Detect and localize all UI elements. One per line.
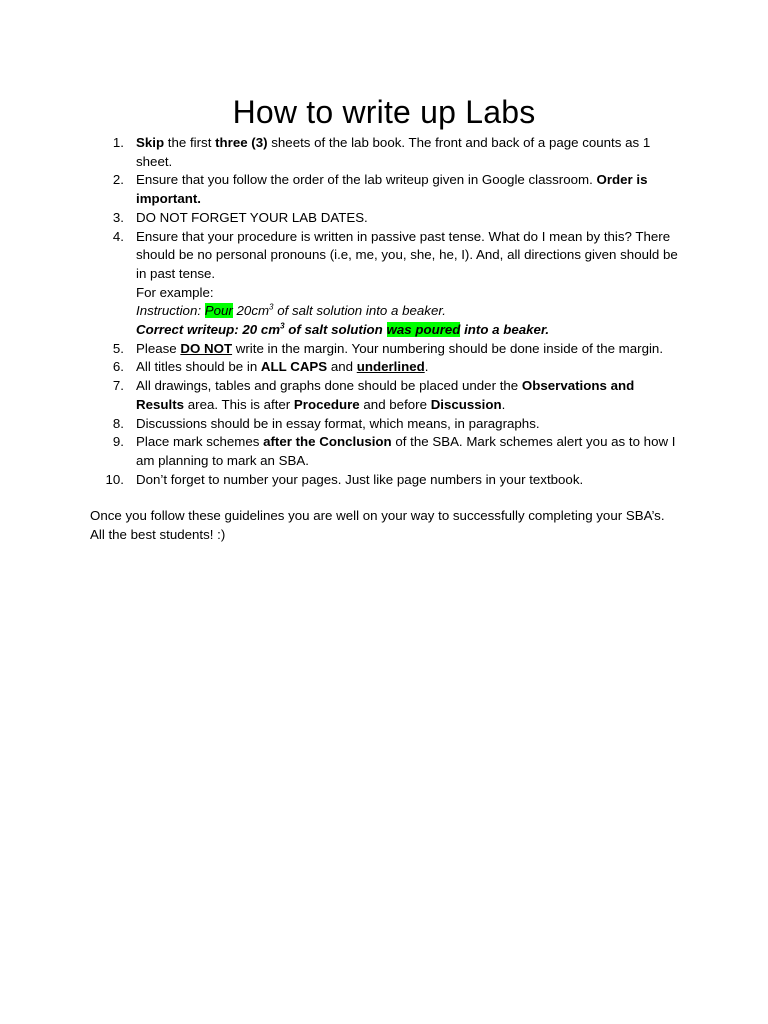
list-item: [90, 340, 678, 359]
page-title: How to write up Labs: [232, 94, 536, 130]
item-text-bold: ALL CAPS: [260, 359, 328, 375]
guideline-list: [90, 134, 678, 489]
item-number: 6.: [112, 359, 124, 375]
correct-writeup-example: [136, 321, 678, 340]
highlight-was-poured: was poured: [386, 322, 461, 338]
item-text: write in the margin. Your numbering should be done inside of the margin.: [232, 340, 664, 356]
correct-middle: of salt solution: [284, 322, 387, 338]
item-text-bold: Order is important.: [136, 172, 648, 207]
item-number: 7.: [112, 378, 124, 394]
list-item: [90, 171, 678, 208]
item-text: and before: [359, 396, 431, 412]
list-item: [90, 228, 678, 340]
item-text: the first: [164, 135, 216, 150]
instruction-example: [136, 302, 678, 321]
item-text: Ensure that your procedure is written in passive past tense. What do I mean by this? There should be no personal pronouns (i.e, me, you, she, he, I). And, all directions given should be in past tense.: [136, 228, 678, 281]
item-text: .: [501, 396, 506, 412]
item-text: All drawings, tables and graphs done should be placed under the: [136, 378, 522, 394]
item-text: Please: [136, 340, 181, 356]
item-text-bold: Skip: [136, 135, 165, 150]
item-number: 1.: [112, 135, 124, 150]
item-text-bold: Procedure: [293, 396, 360, 412]
item-text: All titles should be in: [136, 359, 261, 375]
item-number: 8.: [112, 415, 124, 431]
item-text: DO NOT FORGET YOUR LAB DATES.: [136, 209, 368, 225]
item-text-bold-underlined: DO NOT: [180, 340, 233, 356]
superscript: 3: [269, 302, 274, 312]
item-text: Ensure that you follow the order of the lab writeup given in Google classroom.: [136, 172, 597, 188]
item-text-bold: Discussion: [430, 396, 502, 412]
item-text-bold-underlined: underlined: [356, 359, 425, 375]
correct-prefix: Correct writeup: 20 cm: [136, 322, 281, 338]
example-label: For example:: [136, 284, 214, 300]
list-item: [90, 471, 678, 490]
item-number: 9.: [112, 434, 124, 450]
closing-line: Once you follow these guidelines you are well on your way to successfully completing your SBA’s.: [90, 508, 665, 524]
item-number: 5.: [112, 340, 124, 356]
list-item: [90, 358, 678, 377]
closing-paragraph: [90, 507, 678, 544]
instruction-prefix: Instruction:: [136, 303, 205, 319]
list-item: [90, 415, 678, 434]
instruction-amount: 20cm: [232, 303, 270, 319]
item-text: Don’t forget to number your pages. Just like page numbers in your textbook.: [136, 471, 584, 487]
item-text: Discussions should be in essay format, which means, in paragraphs.: [136, 415, 540, 431]
list-item: [90, 209, 678, 228]
highlight-pour: Pour: [204, 303, 233, 319]
item-text-bold: three (3): [215, 135, 268, 150]
item-number: 3.: [112, 209, 124, 225]
item-number: 4.: [112, 228, 124, 244]
correct-suffix: into a beaker.: [460, 322, 550, 338]
item-text: and: [327, 359, 357, 375]
closing-signoff: All the best students! :): [90, 527, 226, 543]
item-number: 10.: [105, 471, 124, 487]
item-text: sheets of the lab book. The front and back of a page counts as 1 sheet.: [136, 135, 651, 169]
list-item: [90, 433, 678, 470]
instruction-suffix: of salt solution into a beaker.: [273, 303, 446, 319]
item-text: .: [424, 359, 429, 375]
item-text: of the SBA. Mark schemes alert you as to how I am planning to mark an SBA.: [136, 434, 676, 468]
list-item: [90, 134, 678, 171]
item-number: 2.: [112, 172, 124, 188]
item-text-bold: after the Conclusion: [263, 434, 392, 450]
item-text: Place mark schemes: [136, 434, 264, 450]
item-text: area. This is after: [184, 396, 294, 412]
item-text-bold: Observations and Results: [136, 378, 635, 412]
list-item: [90, 377, 678, 414]
superscript: 3: [280, 321, 285, 331]
